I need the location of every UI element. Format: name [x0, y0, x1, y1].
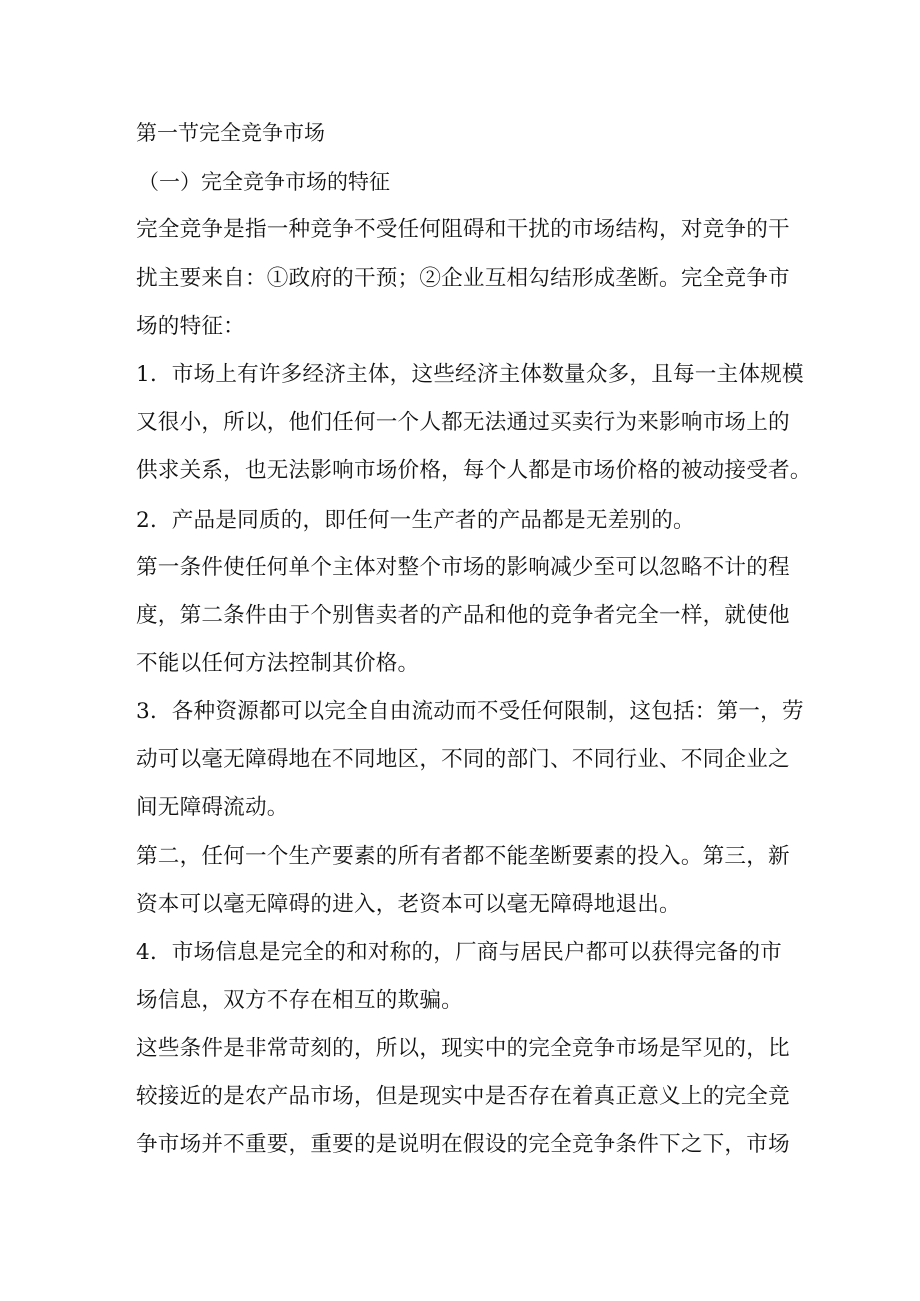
text-line: 资本可以毫无障碍的进入，老资本可以毫无障碍地退出。: [136, 892, 681, 917]
subsection-title: （一）完全竞争市场的特征: [138, 170, 390, 194]
text-line: 扰主要来自：①政府的干预；②企业互相勾结形成垄断。完全竞争市: [136, 266, 790, 291]
text-line: 又很小，所以，他们任何一个人都无法通过买卖行为来影响市场上的: [136, 410, 790, 435]
text-line: 完全竞争是指一种竞争不受任何阻碍和干扰的市场结构，对竞争的干: [136, 217, 790, 242]
text-line: 动可以毫无障碍地在不同地区，不同的部门、不同行业、不同企业之: [136, 747, 790, 772]
text-line: 这些条件是非常苛刻的，所以，现实中的完全竞争市场是罕见的，比: [136, 1036, 790, 1061]
text-line: 场的特征：: [136, 314, 245, 339]
text-line: 第二，任何一个生产要素的所有者都不能垄断要素的投入。第三，新: [136, 844, 790, 869]
section-title: 第一节完全竞争市场: [136, 121, 325, 145]
text-line: 2．产品是同质的，即任何一生产者的产品都是无差别的。: [136, 508, 695, 533]
text-line: 争市场并不重要，重要的是说明在假设的完全竞争条件下之下，市场: [136, 1132, 790, 1157]
text-line: 3．各种资源都可以完全自由流动而不受任何限制，这包括：第一，劳: [136, 699, 804, 724]
text-line: 不能以任何方法控制其价格。: [136, 651, 420, 676]
text-line: 度，第二条件由于个别售卖者的产品和他的竞争者完全一样，就使他: [136, 603, 790, 628]
text-line: 第一条件使任何单个主体对整个市场的影响减少至可以忽略不计的程: [136, 555, 790, 580]
text-line: 较接近的是农产品市场，但是现实中是否存在着真正意义上的完全竞: [136, 1084, 790, 1109]
text-line: 4．市场信息是完全的和对称的，厂商与居民户都可以获得完备的市: [136, 940, 782, 965]
text-line: 1．市场上有许多经济主体，这些经济主体数量众多，且每一主体规模: [136, 362, 804, 387]
text-line: 间无障碍流动。: [136, 795, 289, 820]
text-line: 场信息，双方不存在相互的欺骗。: [136, 988, 463, 1013]
text-line: 供求关系，也无法影响市场价格，每个人都是市场价格的被动接受者。: [136, 458, 812, 483]
